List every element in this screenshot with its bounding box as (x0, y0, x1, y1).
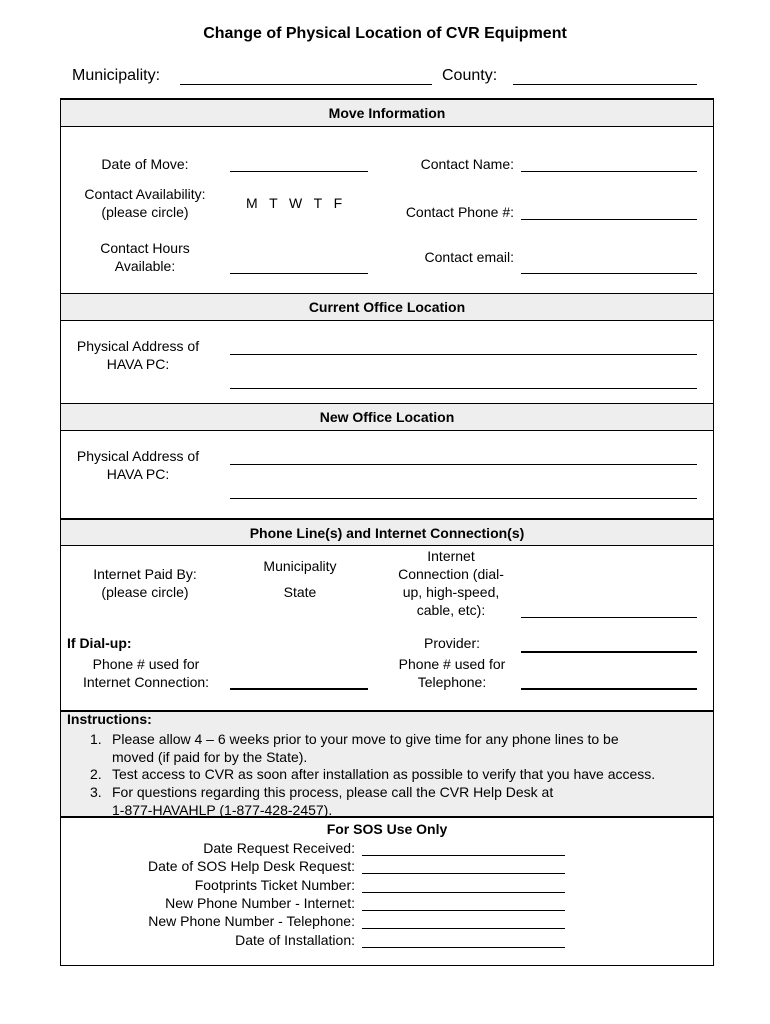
internet-paid-by-line2: (please circle) (101, 584, 189, 600)
internet-connection-line2: Connection (dial- (398, 566, 504, 582)
phone-internet-field[interactable] (230, 688, 368, 690)
sos-field-label: Date of SOS Help Desk Request: (148, 858, 355, 874)
sos-field-label: Footprints Ticket Number: (194, 877, 355, 893)
internet-paid-by-line1: Internet Paid By: (93, 566, 197, 582)
new-address-line2: HAVA PC: (106, 466, 170, 482)
instruction-line: 1-877-HAVAHLP (1-877-428-2457). (112, 802, 333, 818)
date-of-move-label: Date of Move: (101, 156, 189, 172)
date-sos-help-desk-field[interactable] (362, 873, 565, 874)
move-information-header: Move Information (61, 99, 713, 127)
footprints-ticket-field[interactable] (362, 892, 565, 893)
current-address-line1: Physical Address of (76, 338, 200, 354)
option-state[interactable]: State (283, 584, 317, 600)
sos-use-title: For SOS Use Only (326, 821, 448, 837)
contact-name-label: Contact Name: (420, 156, 514, 172)
contact-phone-field[interactable] (521, 219, 697, 220)
contact-availability-label (70, 185, 220, 221)
phone-telephone-line1: Phone # used for (398, 656, 506, 672)
municipality-field[interactable] (180, 84, 432, 85)
county-field[interactable] (513, 84, 697, 85)
new-address-field-2[interactable] (230, 498, 697, 499)
current-address-field-2[interactable] (230, 388, 697, 389)
contact-availability-line2: (please circle) (101, 204, 189, 220)
instruction-line: For questions regarding this process, please call the CVR Help Desk at (112, 784, 554, 800)
municipality-label: Municipality: (72, 67, 161, 84)
new-phone-telephone-field[interactable] (362, 928, 565, 929)
current-office-header: Current Office Location (61, 293, 713, 321)
contact-hours-field[interactable] (230, 273, 368, 274)
date-request-received-field[interactable] (362, 855, 565, 856)
instruction-item (90, 783, 710, 819)
phone-internet-header: Phone Line(s) and Internet Connection(s) (61, 518, 713, 546)
new-office-header: New Office Location (61, 403, 713, 431)
phone-internet-label (66, 655, 226, 691)
date-of-move-field[interactable] (230, 171, 368, 172)
internet-connection-field[interactable] (521, 617, 697, 618)
option-municipality[interactable]: Municipality (263, 558, 337, 574)
new-address-label (66, 447, 210, 483)
contact-hours-line2: Available: (114, 258, 176, 274)
date-of-installation-field[interactable] (362, 947, 565, 948)
contact-email-label: Contact email: (424, 249, 514, 265)
contact-hours-line1: Contact Hours (100, 240, 190, 256)
contact-availability-line1: Contact Availability: (84, 186, 206, 202)
if-dialup-label: If Dial-up: (67, 635, 132, 651)
instructions-title: Instructions: (67, 711, 152, 727)
instruction-number: 2. (90, 766, 102, 782)
instruction-number: 1. (90, 731, 102, 747)
internet-connection-line4: cable, etc): (416, 602, 486, 618)
instruction-line: Please allow 4 – 6 weeks prior to your move to give time for any phone lines to be (112, 731, 619, 747)
current-address-line2: HAVA PC: (106, 356, 170, 372)
sos-field-label: Date Request Received: (203, 840, 355, 856)
county-label: County: (442, 67, 498, 84)
provider-label: Provider: (423, 635, 481, 651)
new-address-line1: Physical Address of (76, 448, 200, 464)
new-address-field-1[interactable] (230, 464, 697, 465)
phone-telephone-line2: Telephone: (417, 674, 487, 690)
new-phone-internet-field[interactable] (362, 910, 565, 911)
internet-connection-line3: up, high-speed, (402, 584, 500, 600)
sos-field-label: New Phone Number - Internet: (165, 895, 355, 911)
contact-hours-label (70, 239, 220, 275)
sos-field-label: New Phone Number - Telephone: (148, 913, 355, 929)
internet-paid-by-label (70, 565, 220, 601)
instruction-line: Test access to CVR as soon after installation as possible to verify that you have access. (112, 766, 656, 782)
sos-field-label: Date of Installation: (235, 932, 355, 948)
instruction-item (90, 765, 710, 783)
instruction-item (90, 730, 710, 766)
contact-phone-label: Contact Phone #: (405, 204, 514, 220)
internet-connection-label (386, 547, 516, 619)
form-title: Change of Physical Location of CVR Equipment (203, 25, 567, 42)
current-address-field-1[interactable] (230, 354, 697, 355)
instruction-number: 3. (90, 784, 102, 800)
contact-name-field[interactable] (521, 171, 697, 172)
current-address-label (66, 337, 210, 373)
phone-internet-line1: Phone # used for (92, 656, 200, 672)
availability-days[interactable]: M T W T F (246, 195, 343, 211)
phone-internet-line2: Internet Connection: (82, 674, 210, 690)
phone-telephone-field[interactable] (521, 688, 697, 690)
internet-connection-line1: Internet (427, 548, 475, 564)
provider-field[interactable] (521, 651, 697, 653)
contact-email-field[interactable] (521, 273, 697, 274)
instruction-line: moved (if paid for by the State). (112, 749, 308, 765)
phone-telephone-label (386, 655, 518, 691)
